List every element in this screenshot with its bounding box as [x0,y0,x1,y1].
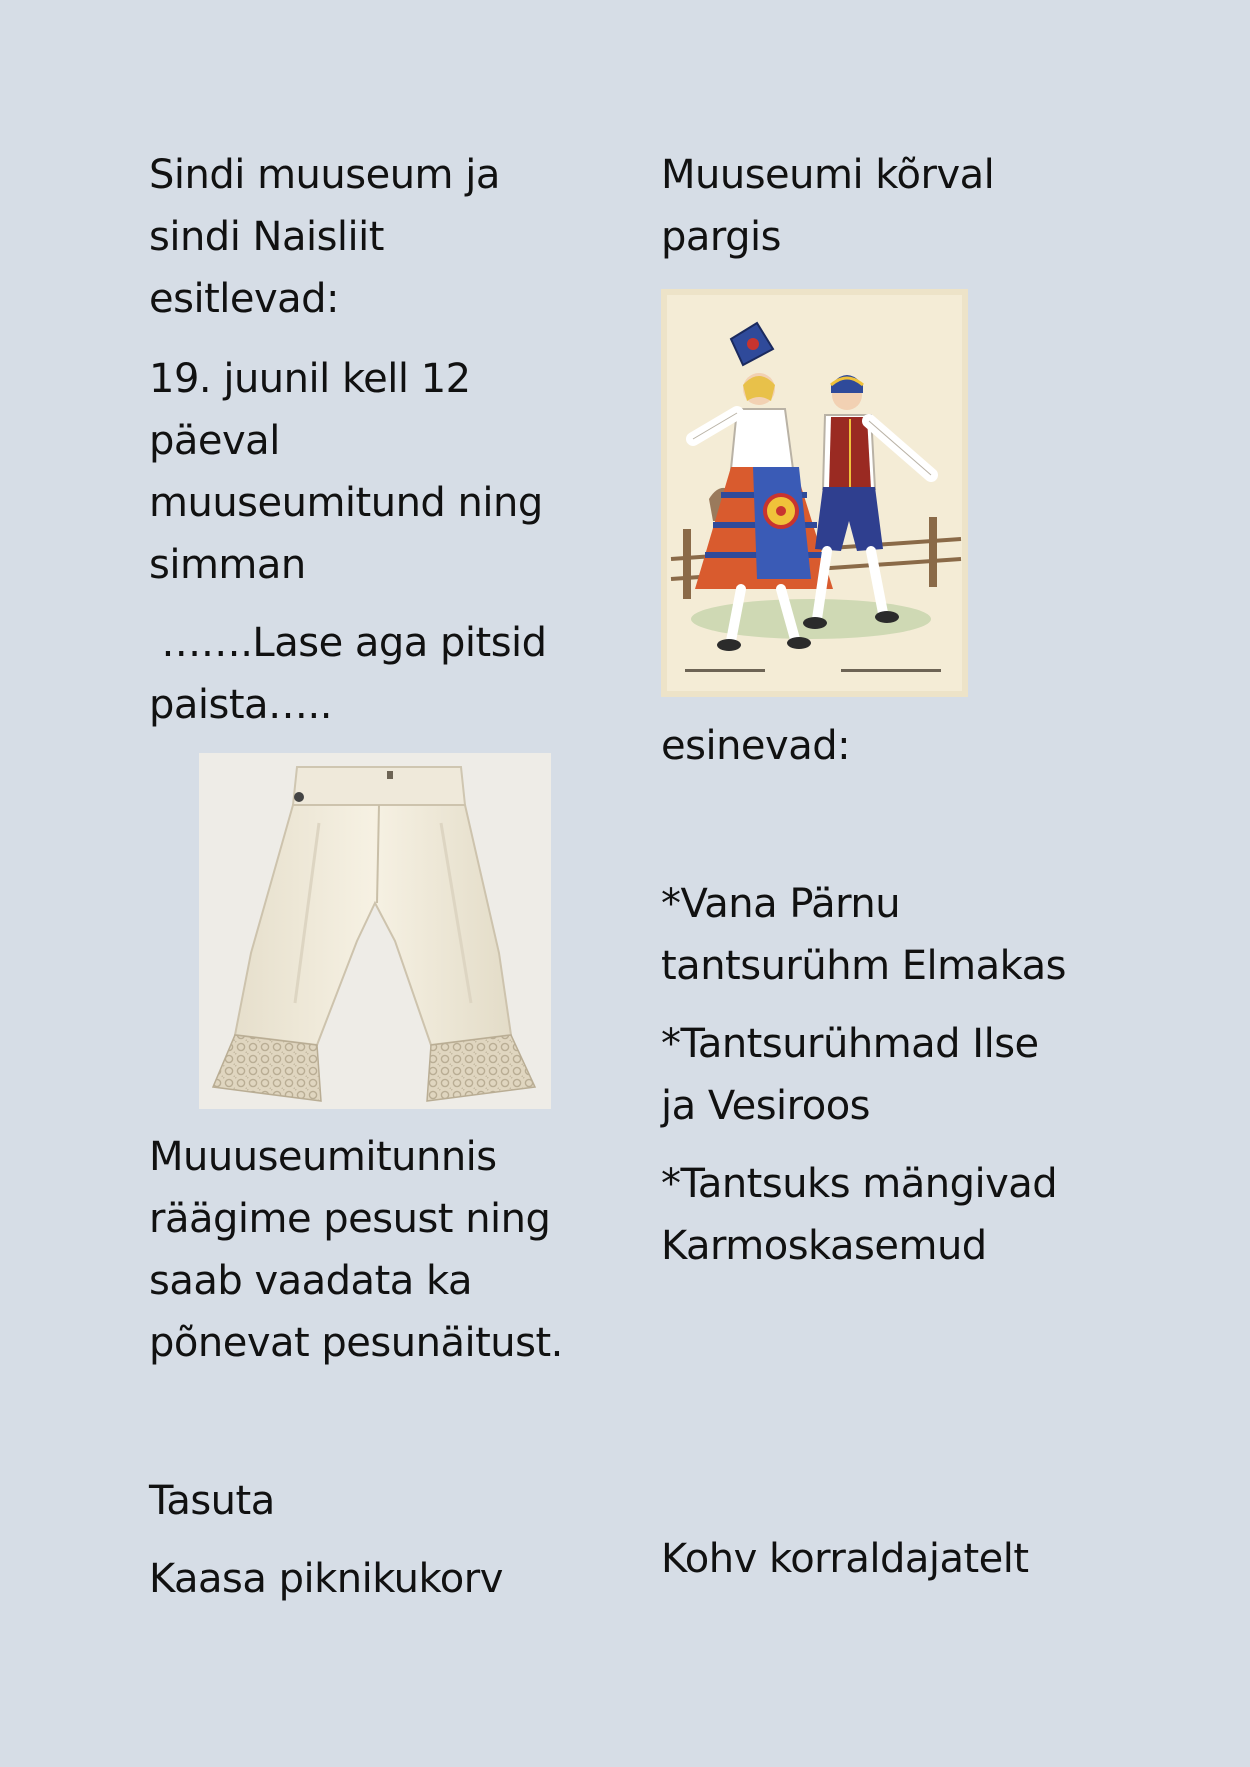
performer-1 [661,873,1066,997]
dancers-icon [661,289,968,697]
pantaloons-icon [199,753,551,1109]
date-line: simman [149,542,306,588]
date-line: päeval [149,418,280,464]
performer-2 [661,1013,1039,1137]
picnic-text: Kaasa piknikukorv [149,1556,503,1602]
slogan-line: paista….. [149,682,332,728]
intro-line: sindi Naisliit [149,214,384,260]
date-text [149,348,543,596]
performer-line: Karmoskasemud [661,1223,987,1269]
date-line: 19. juunil kell 12 [149,356,471,402]
folk-dancers-illustration [661,289,968,697]
coffee-text: Kohv korraldajatelt [661,1536,1029,1582]
intro-line: Sindi muuseum ja [149,152,500,198]
free-entry-text: Tasuta [149,1478,275,1524]
performer-line: tantsurühm Elmakas [661,943,1066,989]
description-text [149,1126,563,1374]
description-line: Muuuseumitunnis [149,1134,497,1180]
performer-line: *Vana Pärnu [661,881,901,927]
slogan-text [149,612,547,736]
lace-pantaloons-photo [199,753,551,1109]
intro-line: esitlevad: [149,276,340,322]
performers-label: esinevad: [661,723,851,769]
location-line: pargis [661,214,781,260]
performer-line: ja Vesiroos [661,1083,871,1129]
slogan-line: …….Lase aga pitsid [149,620,547,666]
description-line: räägime pesust ning [149,1196,551,1242]
intro-text [149,144,500,330]
description-line: saab vaadata ka [149,1258,472,1304]
performer-line: *Tantsuks mängivad [661,1161,1058,1207]
location-text [661,144,994,268]
location-line: Muuseumi kõrval [661,152,995,198]
performer-3 [661,1153,1057,1277]
description-line: põnevat pesunäitust. [149,1320,563,1366]
date-line: muuseumitund ning [149,480,543,526]
performer-line: *Tantsurühmad Ilse [661,1021,1039,1067]
